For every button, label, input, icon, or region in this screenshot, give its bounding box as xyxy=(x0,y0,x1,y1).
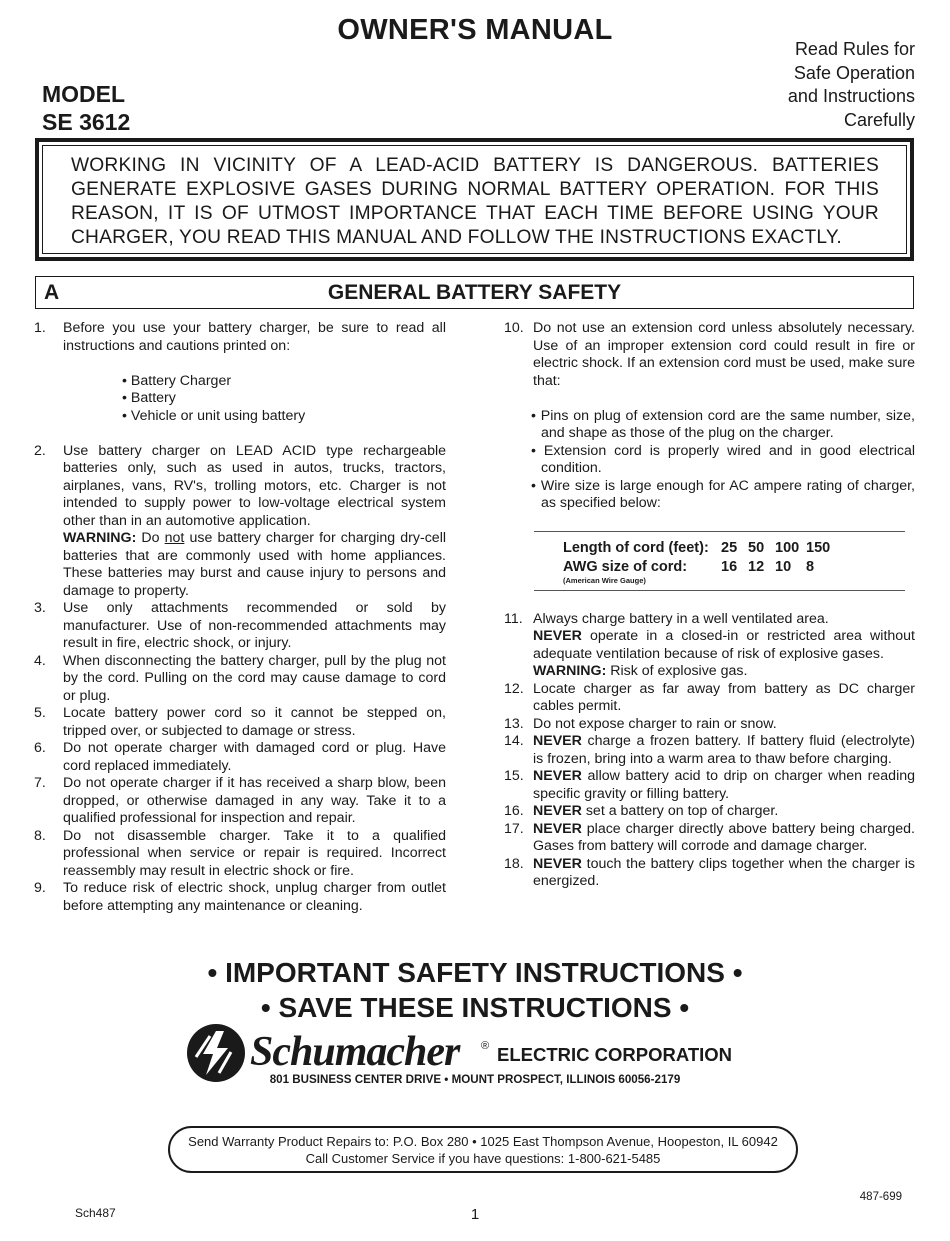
item-text: Risk of explosive gas. xyxy=(606,663,748,679)
item-text: operate in a closed-in or restricted area without adequate ventilation because of risk of explosive gases. xyxy=(533,628,915,662)
warning-text-part: Do xyxy=(136,530,165,546)
safety-item-13 xyxy=(504,716,915,734)
item-number: 6. xyxy=(34,740,46,756)
item-number: 7. xyxy=(34,775,46,791)
awg-note: (American Wire Gauge) xyxy=(563,575,646,585)
safety-item-18 xyxy=(504,856,915,891)
company-address: 801 BUSINESS CENTER DRIVE • MOUNT PROSPECT, ILLINOIS 60056-2179 xyxy=(269,1073,681,1086)
item-text: touch the battery clips together when the charger is energized. xyxy=(533,855,915,889)
item-number: 12. xyxy=(504,680,524,697)
part-number: 487-699 xyxy=(859,1191,902,1203)
bullet-item: • Wire size is large enough for AC ampere rating of charger, as specified below: xyxy=(531,477,915,511)
cord-length-value: 50 xyxy=(748,540,765,557)
item-text: Do not expose charger to rain or snow. xyxy=(533,715,777,732)
registered-mark: ® xyxy=(481,1040,490,1052)
right-column xyxy=(504,320,915,891)
item-number: 9. xyxy=(34,880,46,896)
item-number: 14. xyxy=(504,733,524,749)
left-column xyxy=(34,320,446,915)
item-number: 2. xyxy=(34,442,46,459)
item-text: Locate charger as far away from battery as DC charger cables permit. xyxy=(533,680,915,714)
item-text: Do not operate charger with damaged cord or plug. Have cord replaced immediately. xyxy=(63,740,446,774)
cord-length-label: Length of cord (feet): xyxy=(563,540,709,557)
section-title: GENERAL BATTERY SAFETY xyxy=(327,281,622,304)
customer-service-line: Call Customer Service if you have questions: 1-800-621-5485 xyxy=(305,1150,661,1166)
safety-item-7 xyxy=(34,775,446,828)
item-text: Do not operate charger if it has received a sharp blow, been dropped, or otherwise damaged in any way. Take it to a qualified professional for inspection and repair. xyxy=(63,775,446,826)
read-rules-line: Read Rules for xyxy=(794,39,915,59)
brand-wordmark: Schumacher xyxy=(250,1029,460,1075)
item-text: Always charge battery in a well ventilated area. xyxy=(533,610,829,627)
item-number: 8. xyxy=(34,827,46,844)
item-number: 4. xyxy=(34,652,46,669)
cord-size-table xyxy=(563,540,915,585)
never-label: NEVER xyxy=(533,820,582,837)
item-number: 11. xyxy=(504,610,523,627)
model-label: MODEL xyxy=(42,81,126,107)
safety-item-3 xyxy=(34,600,446,653)
bullet-item: • Battery Charger xyxy=(122,372,232,389)
warning-label: WARNING: xyxy=(63,530,137,546)
safety-item-17 xyxy=(504,821,915,856)
safety-item-10 xyxy=(504,320,915,390)
safety-item-12 xyxy=(504,681,915,716)
item-text: place charger directly above battery being charged. Gases from battery will corrode and damage charger. xyxy=(533,820,915,854)
never-label: NEVER xyxy=(533,855,582,872)
item-text: Locate battery power cord so it cannot be stepped on, tripped over, or subjected to damage or stress. xyxy=(63,705,446,739)
item-text: Do not use an extension cord unless absolutely necessary. Use of an improper extension cord could result in fire or electric shock. If an extension cord must be used, make sure that: xyxy=(533,320,915,389)
cord-length-row xyxy=(563,540,915,559)
save-instructions-heading: • SAVE THESE INSTRUCTIONS • xyxy=(260,992,690,1023)
item-number: 18. xyxy=(504,855,524,872)
item-number: 15. xyxy=(504,768,524,784)
model-number: SE 3612 xyxy=(42,109,131,135)
safety-item-14 xyxy=(504,733,915,768)
warning-not-underlined: not xyxy=(164,530,185,546)
danger-warning-text: WORKING IN VICINITY OF A LEAD-ACID BATTERY IS DANGEROUS. BATTERIES GENERATE EXPLOSIVE GASES DURING NORMAL BATTERY OPERATION. FOR THIS REASON, IT IS OF UTMOST IMPORTANCE THAT EACH TIME BEFORE USING YOUR CHARGER, YOU READ THIS MANUAL AND FOLLOW THE INSTRUCTIONS EXACTLY. xyxy=(71,155,879,248)
never-label: NEVER xyxy=(533,733,582,749)
bullet-item: • Extension cord is properly wired and in good electrical condition. xyxy=(531,442,915,476)
safety-item-2 xyxy=(34,443,446,601)
item-number: 10. xyxy=(504,320,524,336)
awg-size-label: AWG size of cord: xyxy=(563,559,688,576)
item-text: To reduce risk of electric shock, unplug charger from outlet before attempting any maintenance or cleaning. xyxy=(63,880,446,914)
item-text: allow battery acid to drip on charger when reading specific gravity or filling battery. xyxy=(533,768,915,802)
bullet-item: • Pins on plug of extension cord are the same number, size, and shape as those of the plug on the charger. xyxy=(531,407,915,441)
awg-size-value: 8 xyxy=(806,559,815,576)
bullet-item: • Vehicle or unit using battery xyxy=(122,407,306,424)
safety-item-1 xyxy=(34,320,446,355)
danger-warning-box xyxy=(35,138,914,261)
item-text: Use only attachments recommended or sold by manufacturer. Use of non-recommended attachments may result in fire, electric shock, or injury. xyxy=(63,600,446,651)
document-code: Sch487 xyxy=(75,1206,116,1220)
safety-item-9 xyxy=(34,880,446,915)
safety-item-6 xyxy=(34,740,446,775)
cord-length-value: 100 xyxy=(775,540,800,557)
item-text: set a battery on top of charger. xyxy=(581,803,779,819)
cord-length-value: 150 xyxy=(806,540,831,557)
item-number: 3. xyxy=(34,600,46,616)
read-rules-line: Carefully xyxy=(843,109,915,130)
page-title: OWNER'S MANUAL xyxy=(337,14,613,46)
safety-item-5 xyxy=(34,705,446,740)
awg-size-value: 16 xyxy=(721,559,738,576)
never-label: NEVER xyxy=(533,768,582,784)
item-text: Do not disassemble charger. Take it to a qualified professional when service or repair is required. Incorrect reassembly may result in electric shock or fire. xyxy=(63,827,446,879)
cord-length-value: 25 xyxy=(721,540,738,557)
never-label: NEVER xyxy=(533,628,582,644)
company-name: ELECTRIC CORPORATION xyxy=(497,1044,733,1065)
awg-size-value: 12 xyxy=(748,559,765,576)
warning-label: WARNING: xyxy=(533,663,607,679)
safety-item-4 xyxy=(34,653,446,706)
item-number: 13. xyxy=(504,715,524,732)
item-number: 5. xyxy=(34,705,46,721)
item-text: Use battery charger on LEAD ACID type rechargeable batteries only, such as used in autos, trucks, tractors, airplanes, vans, RV's, trolling motors, etc. Charger is not intended to supply power to low-voltage electrical system other than in an automotive application. xyxy=(63,442,446,529)
model-block xyxy=(42,80,130,136)
item-number: 17. xyxy=(504,820,524,837)
page-number: 1 xyxy=(470,1206,480,1223)
item-text: charge a frozen battery. If battery fluid (electrolyte) is frozen, bring into a warm area to thaw before charging. xyxy=(533,733,915,767)
item-text: Before you use your battery charger, be sure to read all instructions and cautions printed on: xyxy=(63,320,446,354)
section-header xyxy=(35,276,914,309)
never-label: NEVER xyxy=(533,803,582,819)
read-rules-note xyxy=(788,38,915,132)
section-letter: A xyxy=(44,281,60,304)
awg-size-value: 10 xyxy=(775,559,792,576)
read-rules-line: Safe Operation xyxy=(793,62,915,83)
read-rules-line: and Instructions xyxy=(787,86,915,106)
warranty-info-box xyxy=(168,1126,798,1173)
safety-item-15 xyxy=(504,768,915,803)
safety-item-8 xyxy=(34,828,446,881)
safety-item-11 xyxy=(504,611,915,681)
bullet-item: • Battery xyxy=(122,390,176,406)
important-safety-heading: • IMPORTANT SAFETY INSTRUCTIONS • xyxy=(207,957,743,988)
item-number: 1. xyxy=(34,320,46,336)
warning-text-part: use battery charger for charging dry-cell batteries that are commonly used with home appliances. These batteries may burst and cause injury to persons and damage to property. xyxy=(63,530,447,599)
warranty-address-line: Send Warranty Product Repairs to: P.O. Box 280 • 1025 East Thompson Avenue, Hoopeston, IL 60942 xyxy=(188,1134,778,1149)
item-number: 16. xyxy=(504,803,524,819)
item-text: When disconnecting the battery charger, pull by the plug not by the cord. Pulling on the cord may cause damage to cord or plug. xyxy=(63,652,446,704)
safety-item-16 xyxy=(504,803,915,821)
